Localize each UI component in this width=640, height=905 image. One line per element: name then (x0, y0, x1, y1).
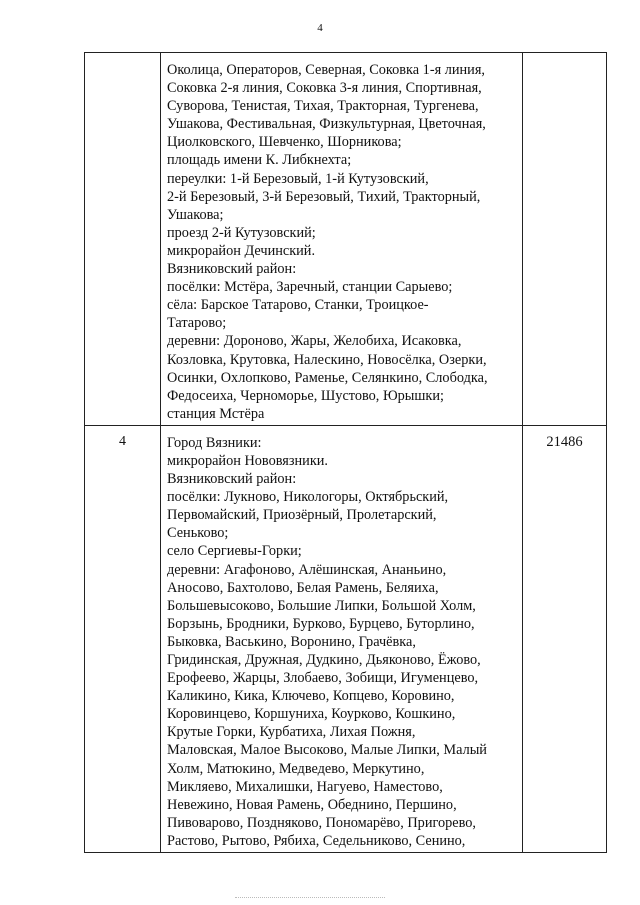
settlement-line: Сеньково; (167, 525, 229, 542)
settlement-line: Холм, Матюкино, Медведево, Меркутино, (167, 760, 425, 777)
settlements-cell (161, 53, 523, 426)
settlement-line: переулки: 1-й Березовый, 1-й Кутузовский, (167, 170, 429, 187)
settlement-line: Ушакова; (167, 206, 224, 223)
footer-divider (235, 897, 385, 898)
settlement-line: Околица, Операторов, Северная, Соковка 1-я линия, (167, 62, 485, 78)
settlement-line: Большевысоково, Большие Липки, Большой Холм, (167, 597, 476, 614)
settlement-line: Каликино, Кика, Ключево, Копцево, Коровино, (167, 688, 455, 705)
settlement-line: Циолковского, Шевченко, Шорникова; (167, 134, 402, 151)
settlement-line: Вязниковский район: (167, 261, 297, 278)
settlement-line: Первомайский, Приозёрный, Пролетарский, (167, 507, 437, 524)
district-number-cell: 4 (85, 425, 161, 852)
settlement-line: Федосеиха, Черноморье, Шустово, Юрышки; (167, 387, 444, 404)
settlement-line: Быковка, Васькино, Воронино, Грачёвка, (167, 633, 416, 650)
settlement-line: деревни: Дороново, Жары, Желобиха, Исаковка, (167, 333, 462, 350)
settlement-line: Гридинская, Дружная, Дудкино, Дьяконово, Ёжово, (167, 652, 481, 668)
page-number: 4 (317, 22, 323, 34)
settlement-line: станция Мстёра (167, 405, 265, 422)
settlement-line: 2-й Березовый, 3-й Березовый, Тихий, Тракторный, (167, 188, 481, 205)
settlement-line: Татарово; (167, 315, 227, 332)
settlement-line: село Сергиевы-Горки; (167, 543, 302, 560)
settlements-cell (161, 425, 523, 852)
settlement-line: Город Вязники: (167, 434, 262, 451)
settlement-line: Пивоварово, Поздняково, Пономарёво, Пригорево, (167, 814, 477, 831)
settlement-line: проезд 2-й Кутузовский; (167, 224, 316, 241)
settlement-line: микрорайон Нововязники. (167, 452, 328, 469)
settlement-line: деревни: Агафоново, Алёшинская, Ананьино, (167, 561, 447, 578)
settlement-line: Борзынь, Бродники, Бурково, Бурцево, Буторлино, (167, 615, 475, 632)
district-number-cell (85, 53, 161, 426)
settlement-line: Растово, Рытово, Рябиха, Седельниково, Сенино, (167, 832, 466, 849)
settlement-line: Козловка, Крутовка, Налескино, Новосёлка, Озерки, (167, 351, 487, 368)
settlement-line: Невежино, Новая Рамень, Обеднино, Першино, (167, 796, 457, 813)
settlement-line: Микляево, Михалишки, Нагуево, Наместово, (167, 778, 443, 795)
settlement-line: Суворова, Тенистая, Тихая, Тракторная, Тургенева, (167, 98, 479, 115)
settlement-line: Коровинцево, Коршуниха, Коурково, Кошкино, (167, 706, 456, 723)
settlement-line: Ерофеево, Жарцы, Злобаево, Зобищи, Игуменцево, (167, 670, 479, 687)
settlement-line: Аносово, Бахтолово, Белая Рамень, Беляиха, (167, 579, 439, 596)
settlement-line: Ушакова, Фестивальная, Физкультурная, Цветочная, (167, 116, 486, 133)
settlement-line: микрорайон Дечинский. (167, 242, 316, 259)
settlement-line: Вязниковский район: (167, 471, 297, 488)
settlement-line: площадь имени К. Либкнехта; (167, 152, 352, 169)
population-cell: 21486 (523, 425, 607, 852)
settlement-line: сёла: Барское Татарово, Станки, Троицкое- (167, 297, 429, 314)
settlement-line: Осинки, Охлопково, Раменье, Селянкино, Слободка, (167, 369, 488, 386)
table-row (85, 53, 607, 426)
population-cell (523, 53, 607, 426)
settlement-line: посёлки: Мстёра, Заречный, станции Сарыево; (167, 279, 453, 296)
district-table (84, 52, 607, 853)
settlement-line: посёлки: Лукново, Никологоры, Октябрьский, (167, 489, 449, 506)
settlement-line: Крутые Горки, Курбатиха, Лихая Пожня, (167, 724, 416, 741)
settlement-line: Соковка 2-я линия, Соковка 3-я линия, Спортивная, (167, 80, 482, 97)
table-row (85, 425, 607, 852)
settlement-line: Маловская, Малое Высоково, Малые Липки, Малый (167, 742, 487, 759)
